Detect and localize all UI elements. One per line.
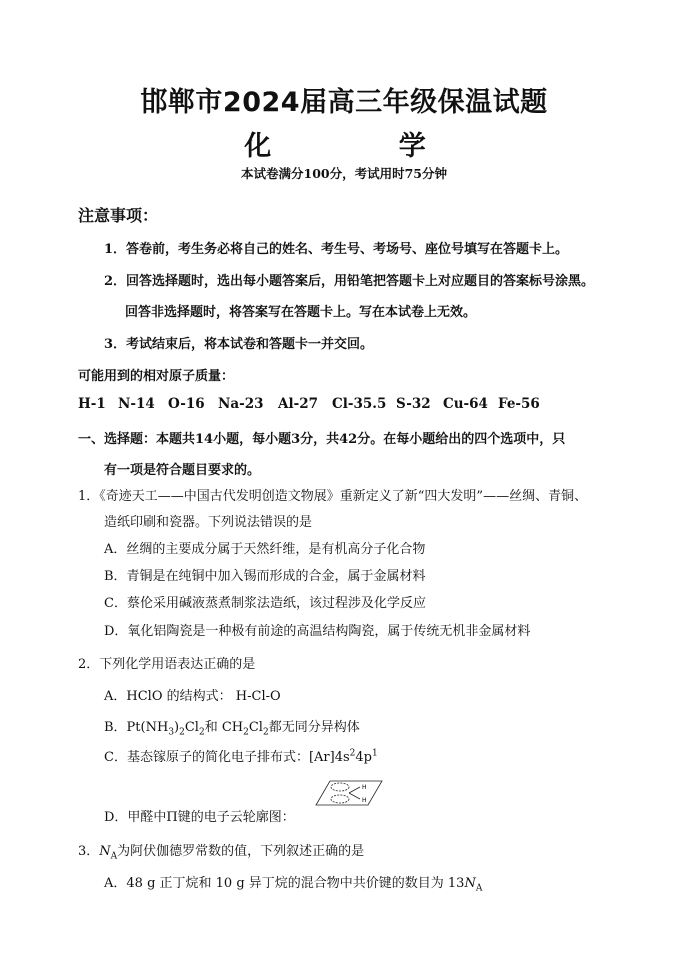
q1-option-c: C．蔡伦采用碱液蒸煮制浆法造纸，该过程涉及化学反应 [104,596,426,611]
q2-b-sub: 2 [198,727,205,738]
q2-option-d: D．甲醛中Π键的电子云轮廓图： [104,810,295,825]
atomic-mass-o: O-16 [168,396,205,412]
atomic-mass-list [78,396,540,412]
q2-b-part: B．Pt(NH [104,720,169,735]
notice-heading: 注意事项： [78,206,159,225]
atomic-mass-s: S-32 [396,396,431,412]
atomic-mass-al: Al-27 [278,396,318,412]
q2-option-a [104,685,281,704]
q3-a-text: A．48 g 正丁烷和 10 g 异丁烷的混合物中共价键的数目为 13 [104,876,465,891]
q1-stem-cont: 造纸印刷和瓷器。下列说法错误的是 [104,515,313,530]
q2-c-sup: 1 [371,748,378,759]
q2-b-part: Cl [184,720,199,735]
exam-title: 邯郸市2024届高三年级保温试题 [140,87,548,118]
q1-stem: 1．《奇迹天工——中国古代发明创造文物展》重新定义了新“四大发明”——丝绸、青铜、 [78,489,588,504]
bond-line-1 [349,787,360,793]
q3-na-sub: A [110,851,118,862]
exam-subtitle: 本试卷满分100分，考试用时75分钟 [241,166,447,181]
q2-b-sub: 2 [262,727,269,738]
q2-b-sub: 3 [168,727,175,738]
atomic-mass-label: 可能用到的相对原子质量： [78,369,235,384]
q2-b-part: 都无同分异构体 [268,720,360,735]
q3-stem [78,840,364,862]
pi-lobe-upper [331,783,349,791]
q1-option-d: D．氧化铝陶瓷是一种极有前途的高温结构陶瓷，属于传统无机非金属材料 [104,624,531,639]
q2-b-part: 和 CH [204,720,244,735]
q2-b-part: ) [174,720,180,735]
q3-a-na: N [464,876,476,891]
atomic-mass-fe: Fe-56 [498,396,540,412]
h-label-1: H [362,784,367,791]
q2-b-sub: 2 [243,727,249,738]
atomic-mass-n: N-14 [118,396,155,412]
q3-stem-text: 为阿伏伽德罗常数的值，下列叙述正确的是 [117,844,365,859]
q2-c-sup: 2 [349,748,356,759]
notice-item-1: 1．答卷前，考生务必将自己的姓名、考生号、考场号、座位号填写在答题卡上。 [104,242,569,257]
atomic-mass-cu: Cu-64 [443,396,488,412]
q2-c-part: 4p [355,750,372,765]
q2-option-c [104,746,378,765]
q1-option-b: B．青铜是在纯铜中加入锡而形成的合金，属于金属材料 [104,569,426,584]
q2-b-sub: 2 [179,727,185,738]
q3-option-a [104,872,482,894]
q2-stem: 2．下列化学用语表达正确的是 [78,657,256,672]
q3-number: 3． [78,844,100,859]
notice-item-2: 2．回答选择题时，选出每小题答案后，用铅笔把答题卡上对应题目的答案标号涂黑。 [104,274,595,289]
q1-option-a: A．丝绸的主要成分属于天然纤维，是有机高分子化合物 [104,542,426,557]
q3-a-na-sub: A [475,883,483,894]
q2-c-part: C．基态镓原子的简化电子排布式：[Ar]4s [104,750,350,765]
atomic-mass-na: Na-23 [218,396,264,412]
h-label-2: H [362,797,367,804]
subject-title: 化 学 [244,131,444,162]
q2-a-formula: H-Cl-O [235,689,281,704]
atomic-mass-h: H-1 [78,396,106,412]
atomic-mass-cl: Cl-35.5 [332,396,387,412]
q2-b-part: Cl [248,720,263,735]
q3-na: N [99,844,111,859]
notice-item-2-cont: 回答非选择题时，将答案写在答题卡上。写在本试卷上无效。 [125,305,477,320]
notice-item-3: 3．考试结束后，将本试卷和答题卡一并交回。 [104,337,374,352]
section-1-heading: 一、选择题：本题共14小题，每小题3分，共42分。在每小题给出的四个选项中，只 [78,432,566,447]
q2-option-b [104,716,360,738]
pi-bond-electron-cloud-diagram [308,777,386,811]
bond-line-2 [349,793,360,799]
section-1-heading-cont: 有一项是符合题目要求的。 [104,463,261,478]
pi-lobe-lower [331,795,349,803]
q2-a-text: A．HClO 的结构式： [104,689,232,704]
